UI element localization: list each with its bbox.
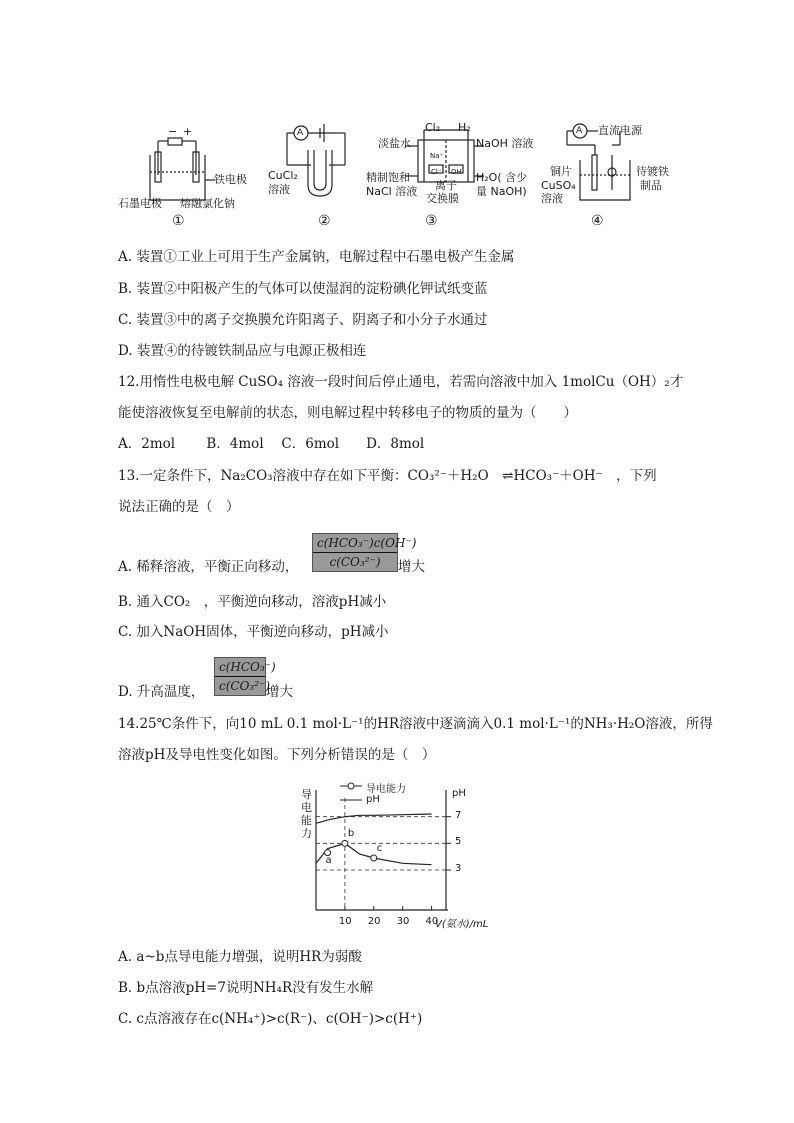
membrane-label-2: 交换膜	[426, 192, 459, 205]
q12-options: A．2mol B．4mol C．6mol D．8mol	[118, 436, 425, 452]
x-axis-label: V(氨水)/mL	[435, 919, 489, 930]
ammeter-label-4: A	[576, 126, 583, 136]
cl2-label: Cl₂	[425, 121, 441, 134]
diagram-1-number: ①	[172, 213, 185, 229]
saturated-label-1: 精制饱和	[366, 171, 410, 184]
diagram-3-number: ③	[425, 213, 438, 229]
x-tick-label-10: 10	[338, 916, 352, 927]
y-tick-label-5: 5	[455, 836, 462, 848]
legend-marker-0	[348, 783, 354, 789]
x-tick-label-20: 20	[367, 916, 381, 927]
minus-sign: −	[168, 125, 178, 138]
q12-stem-line2: 能使溶液恢复至电解前的状态，则电解过程中转移电子的物质的量为（ ）	[118, 405, 577, 421]
q13-option-d-tail: 增大	[266, 684, 293, 700]
membrane-label-1: 离子	[435, 179, 457, 192]
x-tick-label-40: 40	[425, 916, 439, 927]
cl-ion-label: Cl⁻	[431, 168, 442, 176]
q13-stem-line1: 13.一定条件下，Na₂CO₃溶液中存在如下平衡：CO₃²⁻＋H₂O ⇌HCO₃⁻＋OH⁻ ，下列	[118, 468, 657, 484]
plated-item-label-1: 待镀铁	[636, 165, 669, 178]
y-right-label: pH	[452, 788, 466, 799]
q14-option-b: B. b点溶液pH=7说明NH₄R没有发生水解	[118, 980, 374, 996]
q13-option-b: B. 通入CO₂ ，平衡逆向移动，溶液pH减小	[118, 594, 387, 610]
q12-stem-line1: 12.用惰性电极电解 CuSO₄ 溶液一段时间后停止通电，若需向溶液中加入 1molCu（OH）₂才	[118, 374, 684, 390]
q11-option-a: A. 装置①工业上可用于生产金属钠，电解过程中石墨电极产生金属	[118, 249, 515, 265]
cuso4-label: CuSO₄	[541, 179, 576, 192]
q13-option-d-fraction	[214, 657, 276, 696]
saturated-label-2: NaCl 溶液	[366, 185, 418, 198]
cuso4-solution-label: 溶液	[541, 192, 563, 205]
x-tick-label-30: 30	[396, 916, 410, 927]
legend-label-1: pH	[366, 794, 380, 805]
plus-sign: +	[183, 125, 193, 138]
q14-stem-line2: 溶液pH及导电性变化如图。下列分析错误的是（ ）	[118, 747, 436, 763]
h2-label: H₂	[458, 121, 471, 134]
iron-electrode-label: 铁电极	[214, 173, 247, 186]
q13-option-a-tail: 增大	[398, 559, 425, 575]
naoh-solution-label: NaOH 溶液	[476, 137, 534, 150]
y-tick-label-3: 3	[455, 863, 462, 874]
cucl2-solution-label: 溶液	[268, 183, 290, 196]
series-line-0	[316, 814, 432, 823]
q11-option-b: B. 装置②中阳极产生的气体可以使湿润的淀粉碘化钾试纸变蓝	[118, 281, 488, 297]
fraction-denominator: c(CO₃²⁻)	[329, 555, 381, 569]
fraction-denominator: c(CO₃²⁻)	[219, 679, 271, 693]
plated-item-label-2: 制品	[640, 179, 662, 192]
water-label-1: H₂O( 含少	[476, 171, 528, 184]
copper-plate-label: 铜片	[550, 165, 572, 178]
legend-label-0: 导电能力	[366, 784, 406, 795]
q13-option-c: C. 加入NaOH固体，平衡逆向移动，pH减小	[118, 624, 389, 640]
na-ion-label: Na⁺	[430, 152, 444, 160]
q11-option-c: C. 装置③中的离子交换膜允许阳离子、阴离子和小分子水通过	[118, 312, 488, 328]
y-left-label: 导电能力	[301, 788, 312, 840]
q14-option-c: C. c点溶液存在c(NH₄⁺)>c(R⁻)、c(OH⁻)>c(H⁺)	[118, 1011, 423, 1027]
q13-option-d-text: D. 升高温度，	[118, 684, 205, 700]
water-label-2: 量 NaOH)	[476, 185, 527, 198]
fraction-numerator: c(HCO₃⁻)c(OH⁻)	[313, 534, 397, 553]
y-tick-label-7: 7	[455, 809, 462, 821]
dilute-brine-label: 淡盐水	[378, 137, 411, 150]
marker-b	[342, 840, 348, 846]
q11-option-d: D. 装置④的待镀铁制品应与电源正极相连	[118, 343, 367, 359]
q13-option-a-text: A. 稀释溶液，平衡正向移动，	[118, 559, 299, 575]
graphite-electrode-label: 石墨电极	[118, 197, 162, 210]
fraction-numerator: c(HCO₃⁻)	[215, 658, 265, 677]
marker-c	[371, 855, 377, 861]
q14-option-a: A. a~b点导电能力增强，说明HR为弱酸	[118, 949, 362, 965]
q14-stem-line1: 14.25℃条件下，向10 mL 0.1 mol·L⁻¹的HR溶液中逐滴滴入0.1 mol·L⁻¹的NH₃·H₂O溶液，所得	[118, 716, 713, 732]
diagram-4-number: ④	[591, 213, 604, 229]
cucl2-label: CuCl₂	[268, 169, 298, 182]
q13-stem-line2: 说法正确的是（ ）	[118, 499, 240, 515]
ammeter-label: A	[297, 128, 304, 138]
marker-label-b: b	[347, 828, 355, 840]
marker-label-a: a	[325, 854, 332, 866]
power-source-label: 直流电源	[598, 124, 642, 137]
marker-label-c: c	[376, 843, 383, 854]
molten-nacl-label: 熔融氯化钠	[180, 197, 235, 210]
diagram-2-number: ②	[318, 213, 331, 229]
oh-ion-label: OH	[451, 168, 462, 176]
chart-svg	[0, 778, 794, 938]
